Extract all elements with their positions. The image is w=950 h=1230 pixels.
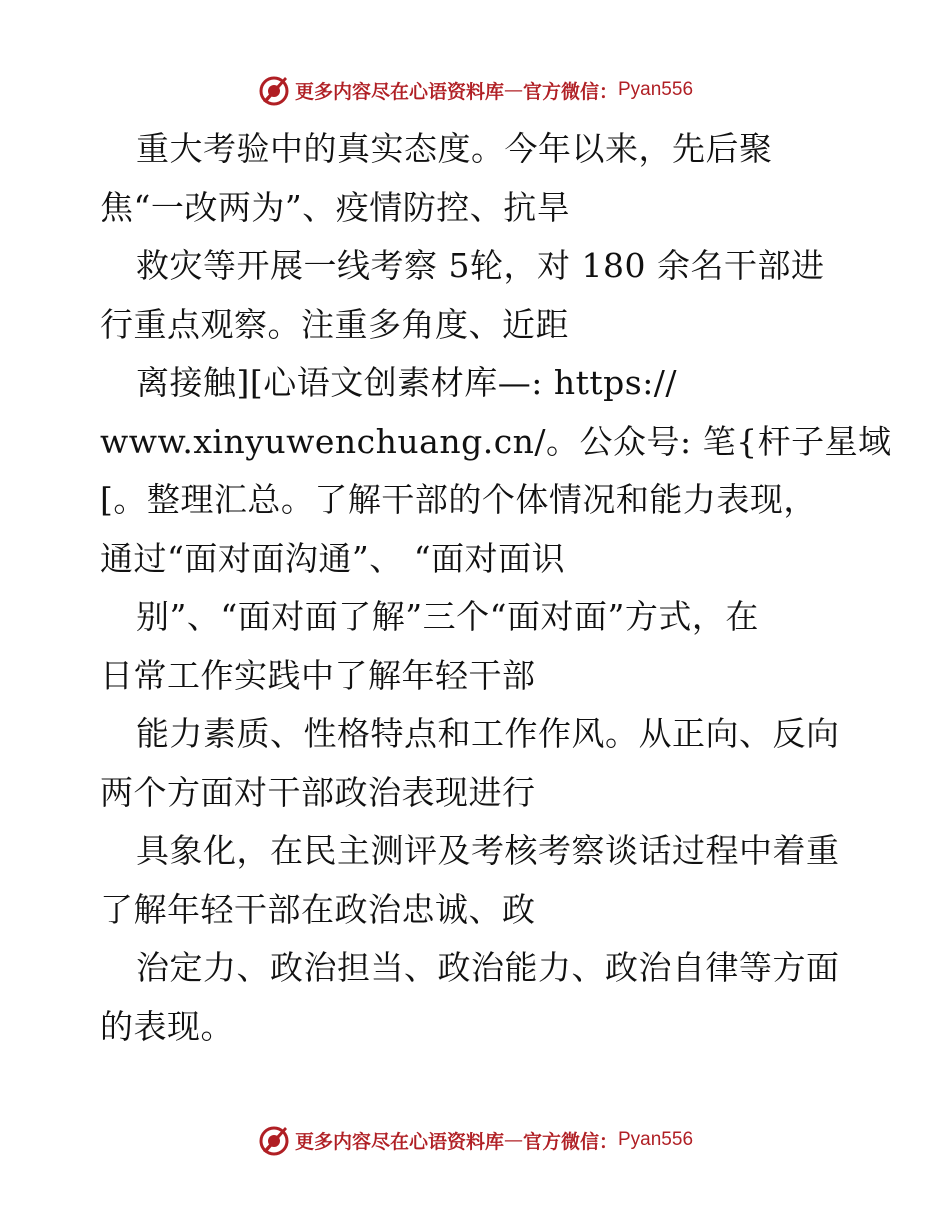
body-line: 治定力、政治担当、政治能力、政治自律等方面 xyxy=(136,948,840,987)
body-line: 两个方面对干部政治表现进行 xyxy=(100,772,536,812)
banner-separator: — xyxy=(503,1129,523,1151)
body-line: [。整理汇总。了解干部的个体情况和能力表现， xyxy=(100,480,817,519)
banner-contact-label: 官方微信： xyxy=(522,80,618,103)
body-line: 别”、“面对面了解”三个“面对面”方式，在 xyxy=(136,597,759,636)
body-line: 日常工作实践中了解年轻干部 xyxy=(100,655,536,695)
banner-contact-label: 官方微信： xyxy=(522,1130,618,1153)
body-line: 具象化，在民主测评及考核考察谈话过程中着重 xyxy=(136,831,840,870)
quill-logo-icon xyxy=(257,73,291,107)
body-line: 离接触][心语文创素材库—: https:// xyxy=(136,363,678,402)
banner-wechat-id: Pyan556 xyxy=(618,1129,694,1150)
banner-separator: — xyxy=(503,79,523,101)
body-line: 重大考验中的真实态度。今年以来，先后聚 xyxy=(136,129,773,168)
body-line: 的表现。 xyxy=(100,1006,234,1046)
quill-logo-icon xyxy=(257,1123,291,1157)
banner-title: 更多内容尽在心语资料库 xyxy=(294,80,504,103)
body-line: 能力素质、性格特点和工作作风。从正向、反向 xyxy=(136,714,840,753)
body-line: 焦“一改两为”、疫情防控、抗旱 xyxy=(100,187,571,227)
body-line: 了解年轻干部在政治忠诚、政 xyxy=(100,889,536,929)
body-line: 救灾等开展一线考察 5轮，对 180 余名干部进 xyxy=(136,246,825,285)
banner-title: 更多内容尽在心语资料库 xyxy=(294,1130,504,1153)
banner-wechat-id: Pyan556 xyxy=(618,79,694,100)
header-banner xyxy=(0,70,950,110)
body-line: www.xinyuwenchuang.cn/。公众号: 笔{杆子星域 xyxy=(100,421,892,461)
document-body xyxy=(100,120,892,1056)
footer-banner xyxy=(0,1120,950,1160)
body-line: 行重点观察。注重多角度、近距 xyxy=(100,304,569,344)
body-line: 通过“面对面沟通”、 “面对面识 xyxy=(100,538,566,578)
